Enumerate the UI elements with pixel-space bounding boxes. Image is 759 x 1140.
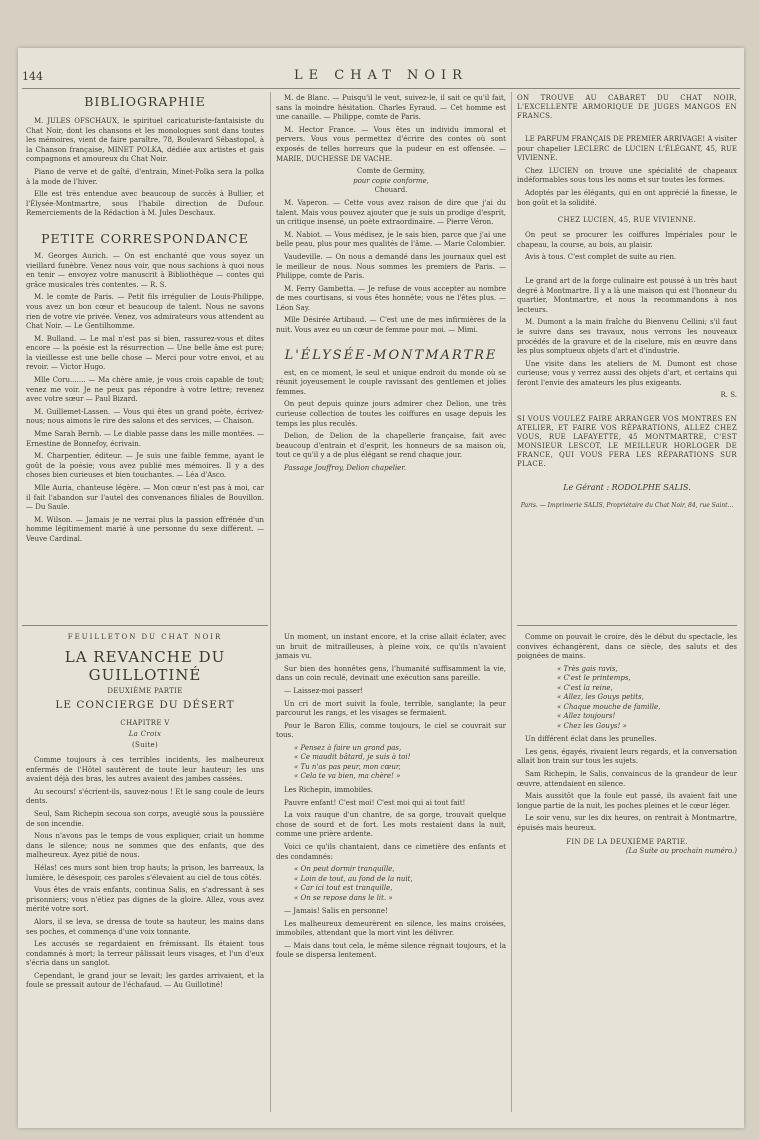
paragraph: Mme Sarah Bernh. — Le diable passe dans les mille montées. — Ernestine de Bonnefoy, écrivain. [26,430,264,448]
end-of-part: FIN DE LA DEUXIÈME PARTIE. [566,837,688,846]
feuilleton-text [276,786,506,862]
verse-line: « Loin de tout, au fond de la nuit, [294,874,413,883]
lucien-text [517,231,737,263]
paragraph: — Jamais! Salis en personne! [284,907,388,916]
paragraph: M. Dumont a la main fraîche du Bienvenu Cellini; s'il faut le suivre dans ses travaux, nous verrons les nouveaux procédés de la gravure et de la ciselure, mis en œuvre dans les plus somptueux objets d'art et d'industrie. [517,318,737,356]
forge-article [517,277,737,401]
paragraph: Comme on pouvait le croire, dès le début du spectacle, les convives échangèrent, dans ce siècle, des saluts et des poignées de mains. [517,633,737,661]
paragraph: Mais aussitôt que la foule eut passé, ils avaient fait une longue partie de la nuit, les poches pleines et le cœur léger. [517,792,737,810]
signature-line: Chouard. [374,186,408,195]
part-label: DEUXIÈME PARTIE [107,687,183,695]
paragraph: Les malheureux demeurèrent en silence, les mains croisées, immobiles, attendant que la mort vint les délivrer. [276,919,506,938]
verse-line: « Tu n'as pas peur, mon cœur, [294,762,401,771]
feuilleton-column [26,633,264,994]
advert-armorique: ON TROUVE AU CABARET DU CHAT NOIR, L'EXCELLENTE ARMORIQUE DE JUGES MANGOS EN FRANCS. [517,94,737,120]
paragraph: Le soir venu, sur les dix heures, on rentrait à Montmartre, épuisés mais heureux. [517,814,737,833]
paragraph: Une visite dans les ateliers de M. Dumont est chose curieuse; vous y verrez aussi des objets d'art, et certains qui feront l'envie des amateurs les plus exigeants. [517,359,737,387]
elysee-text [276,369,506,474]
column-divider-1 [270,92,271,1112]
paragraph: Sur bien des honnêtes gens, l'humanité suffisamment la vie, dans un coin reculé, devinait une exécution sans pareille. [276,664,506,683]
verse-line: « C'est la reine, [557,683,613,692]
feuilleton-rule [22,625,268,626]
paragraph: Piano de verve et de gaîté, d'entrain, Minet-Polka sera la polka à la mode de l'hiver. [26,167,264,186]
paragraph: Chez LUCIEN on trouve une spécialité de chapeaux indéformables sous tous les noms et sur toutes les formes. [517,166,737,185]
paragraph: Avis à tous. C'est complet de suite au rien. [525,253,677,262]
verse-line: « Allez toujours! [557,712,616,721]
paragraph: Cependant, le grand jour se levait; les gardes arrivaient, et la foule se pressait autour de l'échafaud. — Au Guillotiné! [26,971,264,990]
novel-subtitle: LE CONCIERGE DU DÉSERT [55,699,235,711]
advert-lucien [517,135,737,208]
verse-block [276,865,506,903]
paragraph: Les Richepin, immobiles. [284,785,374,794]
verse-line: « Chaque mouche de famille, [557,702,661,711]
column-3-rule [517,625,737,626]
paragraph: M. le comte de Paris. — Petit fils irrégulier de Louis-Philippe, vous avez un bon cœur et beaucoup de talent. Nous ne savons rien de votre vie privée. Venez, vos admirateurs vous attendent au Chat Noir. — Le Gentilhomme. [26,293,264,331]
column-divider-2 [511,92,512,1112]
paragraph: M. Ferry Gambetta. — Je refuse de vous accepter au nombre de mes courtisans, si vous êtes honnête; vous ne l'êtes plus. — Léon Say. [276,284,506,312]
paragraph: M. Charpentier, éditeur. — Je suis une faible femme, ayant le goût de la poésie; vous avez publié mes mémoires. Il y a des choses bien curieuses et bien touchantes. — Léa d'Asco. [26,452,264,480]
printer-line: Paris. — Imprimerie SALIS, Propriétaire du Chat Noir, 84, rue Saint... [520,501,734,509]
paragraph: Mlle Désirée Artibaud. — C'est une de mes infirmières de la nuit. Vous avez eu un cœur de femme pour moi. — Mimi. [276,316,506,335]
paragraph: La voix rauque d'un chantre, de sa gorge, trouvait quelque chose de sourd et de fort. Les mots restaient dans la nuit, comme une prière ardente. [276,811,506,839]
masthead-rule [22,88,740,89]
gerant-line: Le Gérant : RODOLPHE SALIS. [563,483,691,493]
paragraph: LE PARFUM FRANÇAIS DE PREMIER ARRIVAGE! A visiter pour chapelier LECLERC de LUCIEN L'ÉLÉGANT, 45, RUE VIVIENNE. [517,135,737,163]
verse-line: « Chez les Gouys! » [557,721,627,730]
paragraph: Le grand art de la forge culinaire est poussé à un très haut degré à Montmartre. Il y a là une maison qui est l'honneur du quartier, Montmartre, et nous la recommandons à nos lecteurs. [517,276,737,314]
paragraph: Adoptés par les élégants, qui en ont apprécié la finesse, le bon goût et la solidité. [517,188,737,207]
paragraph: Nous n'avons pas le temps de vous expliquer, criait un homme dans le silence; nous ne sommes que des enfants, que des malheureux. Ayez pitié de nous. [26,832,264,860]
verse-line: « C'est le printemps, [557,674,631,683]
paragraph: Un différent éclat dans les prunelles. [525,735,657,744]
paragraph: Elle est très entendue avec beaucoup de succès à Bullier, et l'Élysée-Montmartre, sous l'habile direction de Dufour. Remerciements de la Rédaction à M. Jules Deschaux. [26,190,264,218]
paragraph: est, en ce moment, le seul et unique endroit du monde où se réunit joyeusement le couple ravissant des gentlemen et jolies femmes. [276,368,506,396]
paragraph: M. Wilson. — Jamais je ne verrai plus la passion effrénée d'un homme légitimement marié à une personne du sexe différent. — Veuve Cardinal. [26,515,264,543]
verse-line: « Cela te va bien, ma chère! » [294,772,401,781]
chapter-subtitle: La Croix [128,730,162,738]
column-1 [26,94,264,548]
bibliographie-text [26,117,264,219]
signature-line: Comte de Germiny, [357,167,425,176]
paragraph: Comme toujours à ces terribles incidents, les malheureux enfermés de l'Hôtel sautèrent de toute leur hauteur; les uns avaient déjà des bras, les autres avaient des jambes cassées. [26,756,264,784]
novel-text [26,756,264,991]
paragraph: — Mais dans tout cela, le même silence régnait toujours, et la foule se dispersa lentement. [276,941,506,960]
paragraph: — Laissez-moi passer! [284,686,364,695]
verse-line: « On se repose dans le lit. » [294,893,393,902]
paragraph: Pauvre enfant! C'est moi! C'est moi qui ai tout fait! [284,798,466,807]
continued-note: (La Suite au prochain numéro.) [625,846,737,855]
paragraph: Pour le Baron Ellis, comme toujours, le ciel se couvrait sur tous. [276,721,506,740]
paragraph: M. JULES OFSCHAUX, le spirituel caricaturiste-fantaisiste du Chat Noir, dont les chansons et les monologues sont dans toutes les mémoires, vient de faire paraître, 78, Boulevard Sébastopol, à la Chanson française, MINET POLKA, dédiée aux artistes et gais compagnons et amoureux du Chat Noir. [26,117,264,164]
verse-line: « Pensez à faire un grand pas, [294,743,402,752]
paragraph: Vaudeville. — On nous a demandé dans les journaux quel est le meilleur de nous. Nous sommes les premiers de Paris. — Philippe, comte de Paris. [276,252,506,281]
novel-title: LA REVANCHE DU GUILLOTINÉ [64,648,226,684]
paragraph: M. de Blanc. — Puisqu'il le veut, suivez-le, il sait ce qu'il fait, sans la moindre hésitation. Charles Eyraud. — Cet homme est une canaille. — Philippe, comte de Paris. [276,94,506,122]
newspaper-page [18,48,744,1128]
paragraph: M. Guillemet-Lassen. — Vous qui êtes un grand poète, écrivez-nous; nous aimons le rire des salons et des services, — Chaison. [26,407,264,426]
verse-line: « Très gais ravis, [557,664,618,673]
paragraph: Au secours! s'écrient-ils, sauvez-nous ! Et le sang coule de leurs dents. [26,787,264,806]
feuilleton-continued [276,633,506,964]
elysee-heading: L'ÉLYSÉE-MONTMARTRE [284,347,498,363]
paragraph: Alors, il se leva, se dressa de toute sa hauteur, les mains dans ses poches, et commença d'une voix tonnante. [26,917,264,936]
paragraph: M. Bulland. — Le mal n'est pas si bien, rassurez-vous et dites encore — la poésie est la résurrection — Une belle âme est pure; la vieillesse est une belle chose — Merci pour votre envoi, et au revoir. — Victor Hugo. [26,334,264,372]
correspondance-heading: PETITE CORRESPONDANCE [41,230,249,246]
signature-line: pour copie conforme, [353,176,429,185]
paragraph: Mlle Auria, chanteuse légère. — Mon cœur n'est pas à moi, car il fait l'abandon sur l'autel des convenances filiales de Bouvillon. — Du Saule. [26,484,264,512]
column-3 [517,94,737,510]
paragraph: Passage Jouffroy, Delion chapelier. [284,464,407,472]
correspondance-text [26,252,264,545]
verse-block [276,744,506,782]
feuilleton-text [517,735,737,833]
paragraph: M. Hector France. — Vous êtes un individu immoral et pervers. Vous vous permettez d'écrire des contes où sont exposés de telles horreurs que la pudeur en est offensée. — MARIE, DUCHESSE DE VACHE. [276,125,506,163]
chapter-label: CHAPITRE V [120,719,170,727]
feuilleton-text [276,633,506,741]
paragraph: Delion, de Delion de la chapellerie française, fait avec beaucoup d'entrain et d'esprit, les honneurs de sa maison où, tout ce qu'il y a de plus élégant se rend chaque jour. [276,432,506,460]
paragraph: M. Georges Aurich. — On est enchanté que vous soyez un vieillard funèbre. Venez nous voir, que nous sachions à quoi nous en tenir — envoyez votre manuscrit à Bibliothèque — contes qui grâce musicales très contentes. — R. S. [26,251,264,289]
verse-line: « Ce maudit bâtard, je suis à toi! [294,753,411,762]
feuilleton-column-3 [517,633,737,856]
masthead: LE CHAT NOIR [294,68,468,83]
paragraph: Les accusés se regardaient en frémissant. Ils étaient tous condamnés à mort; la terreur pâlissait leurs visages, et l'un d'eux s'écria dans un sanglot. [26,940,264,968]
verse-line: « On peut dormir tranquille, [294,865,395,874]
verse-line: « Allez, les Gouys petits, [557,693,644,702]
paragraph: Un moment, un instant encore, et la crise allait éclater, avec un bruit de mitrailleuses, à pleine voix, ce qu'ils n'avaient jamais vu. [276,633,506,661]
advert-horloger: SI VOUS VOULEZ FAIRE ARRANGER VOS MONTRES EN ATELIER, ET FAIRE VOS RÉPARATIONS, ALLEZ CHEZ VOUS, RUE LAFAYETTE, 45 MONTMARTRE, C'EST MONSIEUR LESCOT, LE MEILLEUR HORLOGER DE FRANCE, QUI VOUS FERA LES RÉPARATIONS SUR PLACE. [517,415,737,469]
paragraph: M. Nabiot. — Vous médisez, je le sais bien, parce que j'ai une belle peau, plus pour mes qualités de l'âme. — Marie Colombier. [276,230,506,249]
column-2 [276,94,506,477]
feuilleton-label: FEUILLETON DU CHAT NOIR [67,633,223,641]
verse-block [517,665,737,732]
paragraph: Vous êtes de vrais enfants, continua Salis, en s'adressant à ses prisonniers; vous n'étiez pas dignes de la gloire. Allez, vous avez mérité votre sort. [26,886,264,914]
paragraph: Mlle Coru....... — Ma chère amie, je vous crois capable de tout; venez me voir. Je ne peux pas répondre à votre lettre; revenez avec votre sœur — Paul Bizard. [26,376,264,404]
paragraph: Hélas! ces murs sont bien trop hauts; la prison, les barreaux, la lumière, le désespoir, ces paroles s'élevaient au ciel de tous côtés. [26,863,264,882]
signature: R. S. [720,391,737,400]
paragraph: Un cri de mort suivit la foule, terrible, sanglante; la peur parcourut les rangs, et les visages se fermaient. [276,699,506,718]
paragraph: On peut depuis quinze jours admirer chez Delion, une très curieuse collection de toutes les coiffures en usage depuis les temps les plus reculés. [276,400,506,428]
page-number: 144 [22,70,43,83]
feuilleton-text [517,633,737,662]
verse-line: « Car ici tout est tranquille, [294,884,393,893]
paragraph: M. Vaperon. — Cette vous avez raison de dire que j'ai du talent. Mais vous pouvez ajouter que je suis un prodige d'esprit, un critique insensé, un poète extraordinaire. — Pierre Véron. [276,198,506,227]
paragraph: Seul, Sam Richepin secoua son corps, aveuglé sous la poussière de son incendie. [26,809,264,828]
lucien-heading: CHEZ LUCIEN, 45, RUE VIVIENNE. [557,216,697,225]
feuilleton-text [276,907,506,961]
paragraph: Sam Richepin, le Salis, convaincus de la grandeur de leur œuvre, attendaient en silence. [517,770,737,788]
correspondance-continued [276,94,506,336]
paragraph: Voici ce qu'ils chantaient, dans ce cimetière des enfants et des condamnés: [276,842,506,861]
chapter-note: (Suite) [131,741,159,749]
bibliographie-heading: BIBLIOGRAPHIE [84,94,206,109]
paragraph: Les gens, égayés, rivaient leurs regards, et la conversation allait bon train sur tous les sujets. [517,747,737,766]
paragraph: On peut se procurer les coiffures Impériales pour le chapeau, la course, au bois, au plaisir. [517,231,737,249]
